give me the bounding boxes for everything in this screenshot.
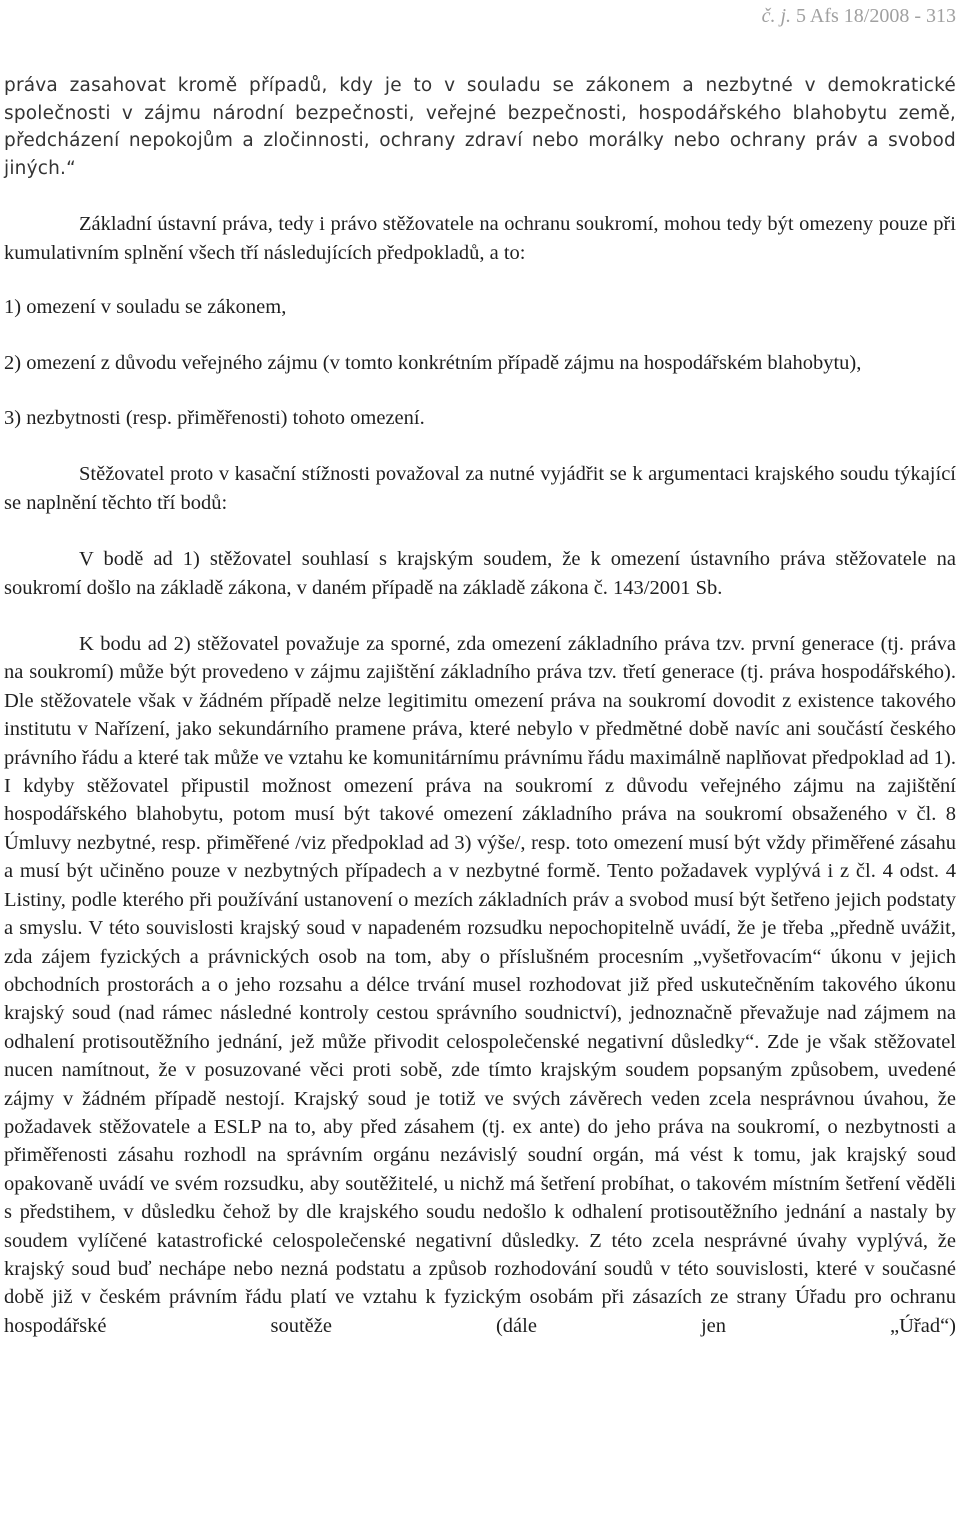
paragraph-basic-rights: Základní ústavní práva, tedy i právo stěžovatele na ochranu soukromí, mohou tedy být omezeny pouze při kumulativním splnění všech tří následujících předpokladů, a to:	[4, 213, 956, 264]
list-item-2: 2) omezení z důvodu veřejného zájmu (v tomto konkrétním případě zájmu na hospodářském blahobytu),	[4, 351, 862, 374]
quoted-passage: práva zasahovat kromě případů, kdy je to v souladu se zákonem a nezbytné v demokratické společnosti v zájmu národní bezpečnosti, veřejné bezpečnosti, hospodářského blahobytu země, předcházení nepokojům a zločinnosti, ochrany zdraví nebo morálky nebo ochrany práv a svobod jiných.“	[4, 75, 956, 179]
case-number: 5 Afs 18/2008 - 313	[796, 5, 956, 27]
document-page	[4, 0, 956, 1340]
list-item-3: 3) nezbytnosti (resp. přiměřenosti) tohoto omezení.	[4, 407, 425, 429]
list-item-1: 1) omezení v souladu se zákonem,	[4, 296, 287, 319]
page-header	[4, 0, 956, 32]
paragraph-cassation-complaint: Stěžovatel proto v kasační stížnosti považoval za nutné vyjádřit se k argumentaci krajského soudu týkající se naplnění těchto tří bodů:	[4, 463, 956, 514]
paragraph-point-1: V bodě ad 1) stěžovatel souhlasí s krajským soudem, že k omezení ústavního práva stěžovatele na soukromí došlo na základě zákona, v daném případě na základě zákona č. 143/2001 Sb.	[4, 548, 956, 599]
paragraph-point-2: K bodu ad 2) stěžovatel považuje za sporné, zda omezení základního práva tzv. první generace (tj. práva na soukromí) může být provedeno v zájmu zajištění základního práva tzv. třetí generace (tj. práva hospodářského). Dle stěžovatele však v žádném případě nelze legitimitu omezení práva na soukromí dovodit z existence takového institutu v Nařízení, jako sekundárního pramene práva, které nebylo v předmětné době navíc ani součástí českého právního řádu a které tak může ve vztahu ke komunitárnímu právnímu řádu maximálně naplňovat předpoklad ad 1). I kdyby stěžovatel připustil možnost omezení práva na soukromí z důvodu veřejného zájmu na zajištění hospodářského blahobytu, potom musí být takové omezení základního práva na soukromí obsaženého v čl. 8 Úmluvy nezbytné, resp. přiměřené /viz předpoklad ad 3) výše/, resp. toto omezení musí být vždy přiměřené zásahu a musí být učiněno pouze v nezbytných případech a v nezbytné formě. Tento požadavek vyplývá i z čl. 4 odst. 4 Listiny, podle kterého při používání ustanovení o mezích základních práv a svobod musí být šetřeno jejich podstaty a smyslu. V této souvislosti krajský soud v napadeném rozsudku nepochopitelně uvádí, že je třeba „předně uvážit, zda zájem fyzických a právnických osob na tom, aby o příslušném procesním „vyšetřovacím“ úkonu v jejich obchodních prostorách a o jeho rozsahu a délce trvání musel rozhodovat již před uskutečněním takového úkonu krajský soud (nad rámec následné kontroly cestou správního soudnictví), jednoznačně převažuje nad zájmem na odhalení protisoutěžního jednání, jež může přivodit celospolečenské negativní důsledky“. Zde je však stěžovatel nucen namítnout, že v posuzované věci proti sobě, zde tímto krajským soudem popsaným způsobem, uvedené zájmy v žádném případě nestojí. Krajský soud je totiž ve svých závěrech veden zcela nesprávnou úvahou, že požadavek stěžovatele a ESLP na to, aby před zásahem (tj. ex ante) do jeho práva na soukromí, o nezbytnosti a přiměřenosti zásahu rozhodl na správním orgánu nezávislý soudní orgán, má vést k tomu, jak krajský soud opakovaně uvádí ve svém rozsudku, aby soutěžitelé, u nichž má šetření probíhat, o takovém místním šetření věděli s předstihem, v důsledku čehož by dle krajského soudu nedošlo k odhalení protisoutěžního jednání a nastaly by soudem vylíčené katastrofické celospolečenské negativní důsledky. Z této zcela nesprávné úvahy vyplývá, že krajský soud buď nechápe nebo nezná podstatu a způsob rozhodování soudů v této souvislosti, které v současné době již v českém právním řádu platí ve vztahu k fyzickým osobám při zásazích ze strany Úřadu pro ochranu hospodářské soutěže (dále jen „Úřad“)	[4, 633, 956, 1337]
case-prefix: č. j.	[761, 5, 791, 27]
